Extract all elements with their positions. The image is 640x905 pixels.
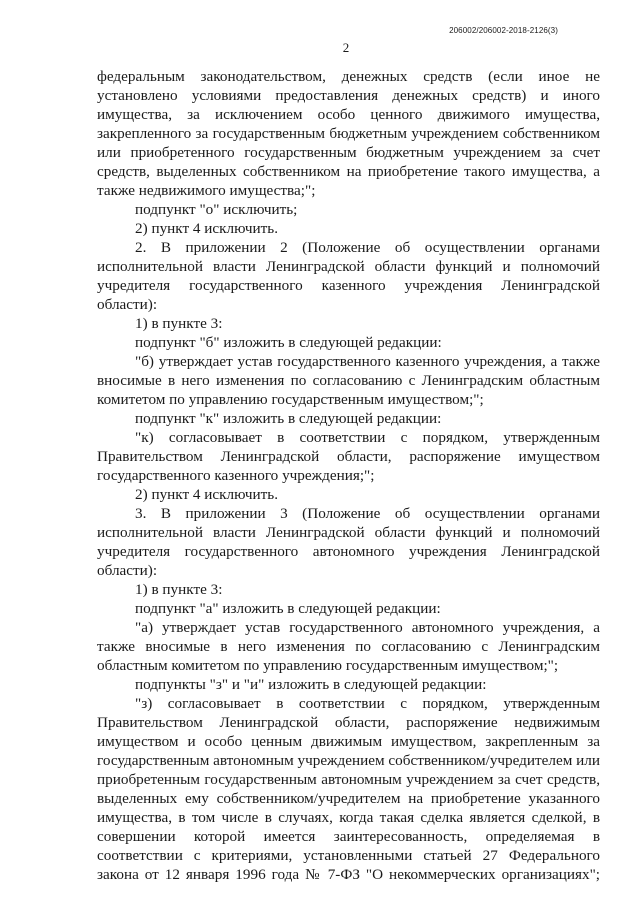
paragraph: подпункт "о" исключить; [135, 201, 298, 218]
paragraph: 2) пункт 4 исключить. [135, 220, 279, 237]
paragraph: подпункты "з" и "и" изложить в следующей редакции: [135, 676, 487, 693]
paragraph: "б) утверждает устав государственного казенного учреждения, а также вносимые в него изменения по согласованию с Ленинградским областным комитетом по управлению государственным имуществом;"; [97, 353, 600, 408]
paragraph: 3. В приложении 3 (Положение об осуществлении органами исполнительной власти Ленинградской области функций и полномочий учредителя государственного автономного учреждения Ленинградской области): [97, 505, 600, 579]
paragraph: 2. В приложении 2 (Положение об осуществлении органами исполнительной власти Ленинградской области функций и полномочий учредителя государственного казенного учреждения Ленинградской области): [97, 239, 600, 313]
paragraph: "з) согласовывает в соответствии с порядком, утвержденным Правительством Ленинградской области, распоряжение недвижимым имуществом и особо ценным движимым имуществом, закрепленным за государственным автономным учреждением собственником/учредителем или приобретенным государственным автономным учреждением за счет средств, выделенных ему собственником/учредителем на приобретение указанного имущества, в том числе в случаях, когда такая сделка является сделкой, в совершении которой имеется заинтересованность, определяемая в соответствии с критериями, установленными статьей 27 Федерального закона от 12 января 1996 года № 7-ФЗ "О некоммерческих организациях"; [97, 695, 600, 883]
page-number: 2 [342, 40, 350, 55]
paragraph: 2) пункт 4 исключить. [135, 486, 279, 503]
paragraph: 1) в пункте 3: [135, 315, 223, 332]
paragraph: подпункт "а" изложить в следующей редакции: [135, 600, 441, 617]
document-body [97, 67, 600, 884]
paragraph: 1) в пункте 3: [135, 581, 223, 598]
paragraph: подпункт "к" изложить в следующей редакции: [135, 410, 442, 427]
paragraph: "а) утверждает устав государственного автономного учреждения, а также вносимые в него изменения по согласованию с Ленинградским областным комитетом по управлению государственным имуществом;"; [97, 619, 600, 674]
paragraph: федеральным законодательством, денежных средств (если иное не установлено условиями предоставления денежных средств) и иного имущества, за исключением особо ценного движимого имущества, закрепленного за государственным бюджетным учреждением собственником или приобретенного государственным бюджетным учреждением за счет средств, выделенных собственником на приобретение такого имущества, а также недвижимого имущества;"; [97, 68, 600, 199]
paragraph: "к) согласовывает в соответствии с порядком, утвержденным Правительством Ленинградской области, распоряжение имуществом государственного казенного учреждения;"; [97, 429, 600, 484]
paragraph: подпункт "б" изложить в следующей редакции: [135, 334, 442, 351]
document-header-code: 206002/206002-2018-2126(3) [449, 26, 558, 35]
